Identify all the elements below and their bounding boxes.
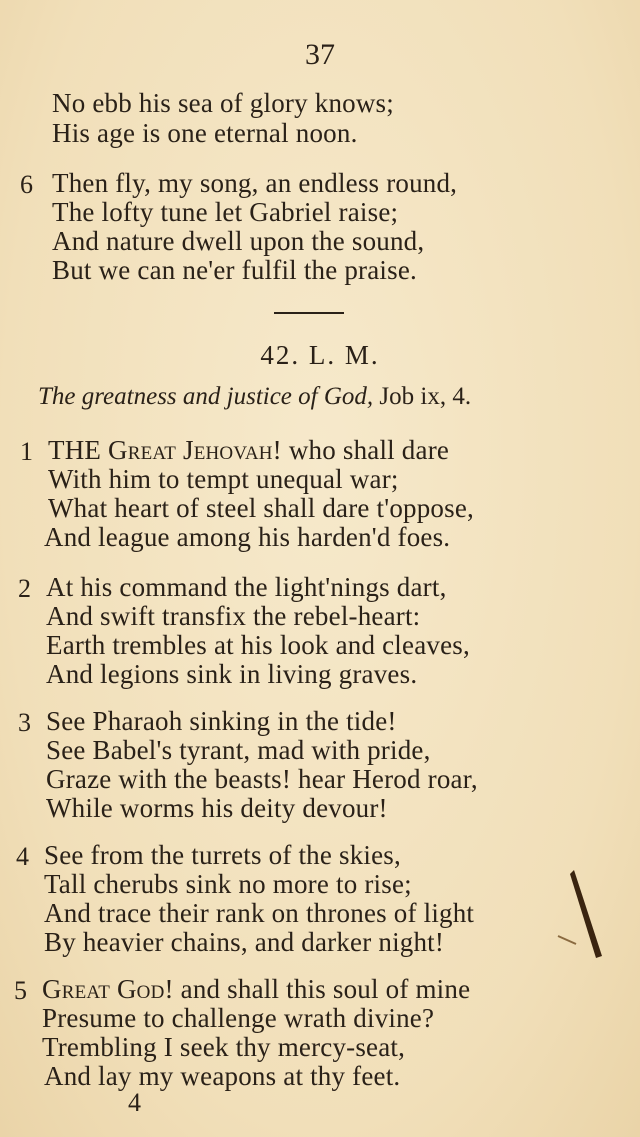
verse-line: And lay my weapons at thy feet. bbox=[44, 1061, 401, 1091]
page-number: 37 bbox=[305, 38, 335, 71]
verse-line: Trembling I seek thy mercy-seat, bbox=[42, 1032, 406, 1062]
verse-number: 4 bbox=[16, 842, 29, 871]
hymn-heading: 42. L. M. bbox=[260, 340, 380, 370]
verse-line: With him to tempt unequal war; bbox=[48, 464, 399, 494]
verse-line: And legions sink in living graves. bbox=[46, 659, 418, 689]
verse-line: What heart of steel shall dare t'oppose, bbox=[48, 493, 474, 523]
verse-line: By heavier chains, and darker night! bbox=[44, 927, 445, 957]
verse-line: And swift transfix the rebel-heart: bbox=[46, 601, 421, 631]
verse-line: While worms his deity devour! bbox=[46, 793, 388, 823]
subtitle-text: The greatness and justice of God, bbox=[38, 383, 374, 410]
verse-line: The lofty tune let Gabriel raise; bbox=[52, 197, 399, 227]
verse-line: Great God! and shall this soul of mine bbox=[42, 974, 471, 1004]
section-divider bbox=[274, 312, 344, 314]
verse-number: 1 bbox=[20, 437, 33, 466]
verse-line: But we can ne'er fulfil the praise. bbox=[52, 255, 417, 285]
verse-line: Earth trembles at his look and cleaves, bbox=[46, 630, 470, 660]
verse-line: And trace their rank on thrones of light bbox=[44, 898, 475, 928]
verse-number: 2 bbox=[18, 574, 31, 603]
verse-line: Tall cherubs sink no more to rise; bbox=[44, 869, 412, 899]
verse-line: Then fly, my song, an endless round, bbox=[52, 168, 458, 198]
verse-line: THE Great Jehovah! who shall dare bbox=[48, 435, 450, 465]
signature-mark: 4 bbox=[128, 1088, 141, 1117]
verse-line: And league among his harden'd foes. bbox=[44, 522, 451, 552]
verse-line: See from the turrets of the skies, bbox=[44, 840, 401, 870]
verse-line: See Pharaoh sinking in the tide! bbox=[46, 706, 397, 736]
hymn-subtitle bbox=[38, 383, 471, 411]
verse-line: And nature dwell upon the sound, bbox=[52, 226, 425, 256]
verse-number: 5 bbox=[14, 976, 27, 1005]
verse-number: 6 bbox=[20, 170, 33, 199]
verse-line: Graze with the beasts! hear Herod roar, bbox=[46, 764, 478, 794]
ink-stroke-mark bbox=[556, 860, 616, 970]
verse-line: Presume to challenge wrath divine? bbox=[42, 1003, 435, 1033]
verse-line: At his command the light'nings dart, bbox=[46, 572, 447, 602]
scripture-reference: Job ix, 4. bbox=[373, 383, 472, 410]
verse-line: No ebb his sea of glory knows; bbox=[52, 88, 394, 118]
verse-line: His age is one eternal noon. bbox=[52, 118, 358, 148]
verse-number: 3 bbox=[18, 708, 31, 737]
verse-line: See Babel's tyrant, mad with pride, bbox=[46, 735, 431, 765]
